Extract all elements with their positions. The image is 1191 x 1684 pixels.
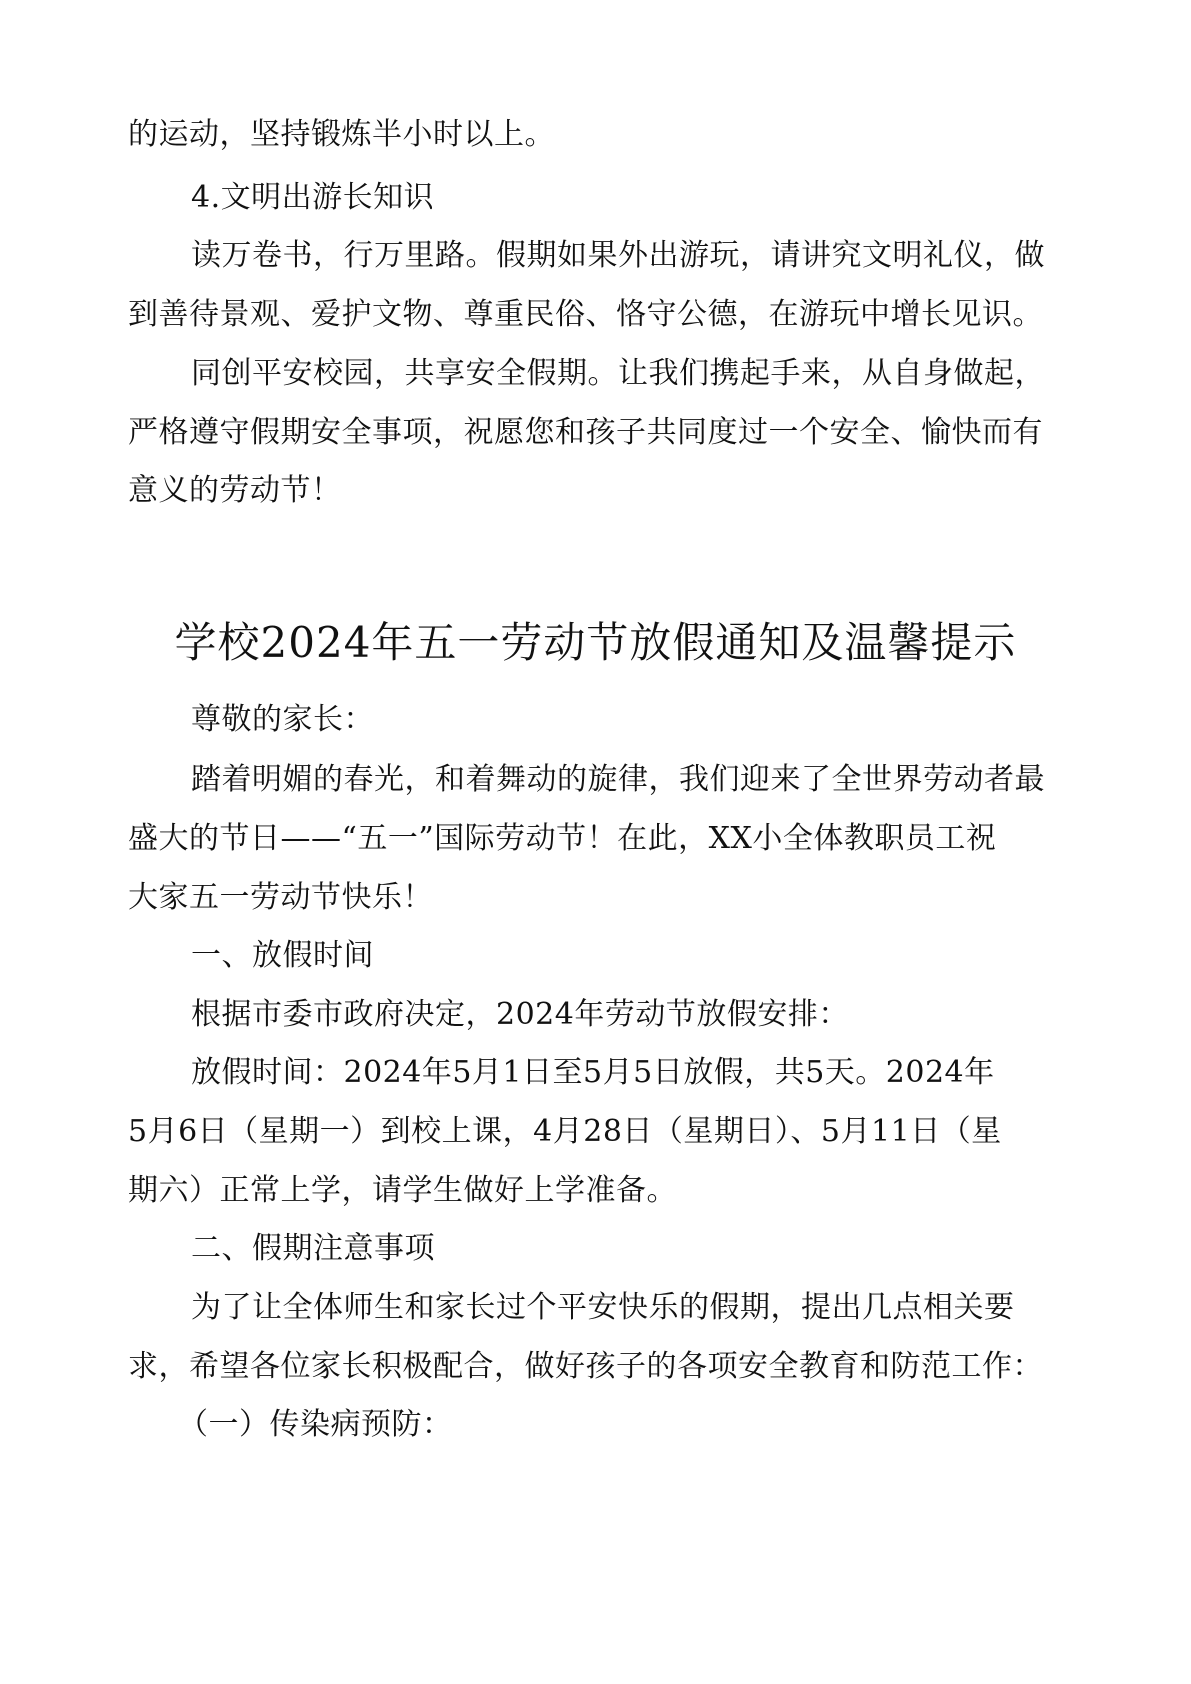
paragraph-line: 的运动，坚持锻炼半小时以上。 xyxy=(128,117,555,152)
paragraph-line: 大家五一劳动节快乐！ xyxy=(128,880,433,915)
paragraph-line: 根据市委市政府决定，2024年劳动节放假安排： xyxy=(191,997,849,1032)
paragraph-line: 意义的劳动节！ xyxy=(128,473,342,508)
paragraph-line: 为了让全体师生和家长过个平安快乐的假期，提出几点相关要 xyxy=(191,1290,1015,1325)
paragraph-line: 读万卷书，行万里路。假期如果外出游玩，请讲究文明礼仪，做 xyxy=(191,238,1045,273)
paragraph-line: 5月6日（星期一）到校上课，4月28日（星期日）、5月11日（星 xyxy=(128,1114,1002,1149)
paragraph-line: 求，希望各位家长积极配合，做好孩子的各项安全教育和防范工作： xyxy=(128,1349,1043,1384)
paragraph-line: 同创平安校园，共享安全假期。让我们携起手来，从自身做起， xyxy=(191,356,1045,391)
document-title: 学校2024年五一劳动节放假通知及温馨提示 xyxy=(174,618,1017,667)
section-heading: 一、放假时间 xyxy=(191,938,374,973)
salutation: 尊敬的家长： xyxy=(191,702,374,737)
subsection-heading: （一）传染病预防： xyxy=(178,1407,453,1442)
paragraph-line: 盛大的节日——“五一”国际劳动节！在此，XX小全体教职员工祝 xyxy=(128,821,997,856)
paragraph-line: 踏着明媚的春光，和着舞动的旋律，我们迎来了全世界劳动者最 xyxy=(191,762,1045,797)
paragraph-line: 到善待景观、爱护文物、尊重民俗、恪守公德，在游玩中增长见识。 xyxy=(128,297,1043,332)
section-heading: 4.文明出游长知识 xyxy=(191,180,435,215)
paragraph-line: 期六）正常上学，请学生做好上学准备。 xyxy=(128,1173,677,1208)
paragraph-line: 严格遵守假期安全事项，祝愿您和孩子共同度过一个安全、愉快而有 xyxy=(128,415,1043,450)
paragraph-line: 放假时间：2024年5月1日至5月5日放假，共5天。2024年 xyxy=(191,1055,995,1090)
section-heading: 二、假期注意事项 xyxy=(191,1231,435,1266)
